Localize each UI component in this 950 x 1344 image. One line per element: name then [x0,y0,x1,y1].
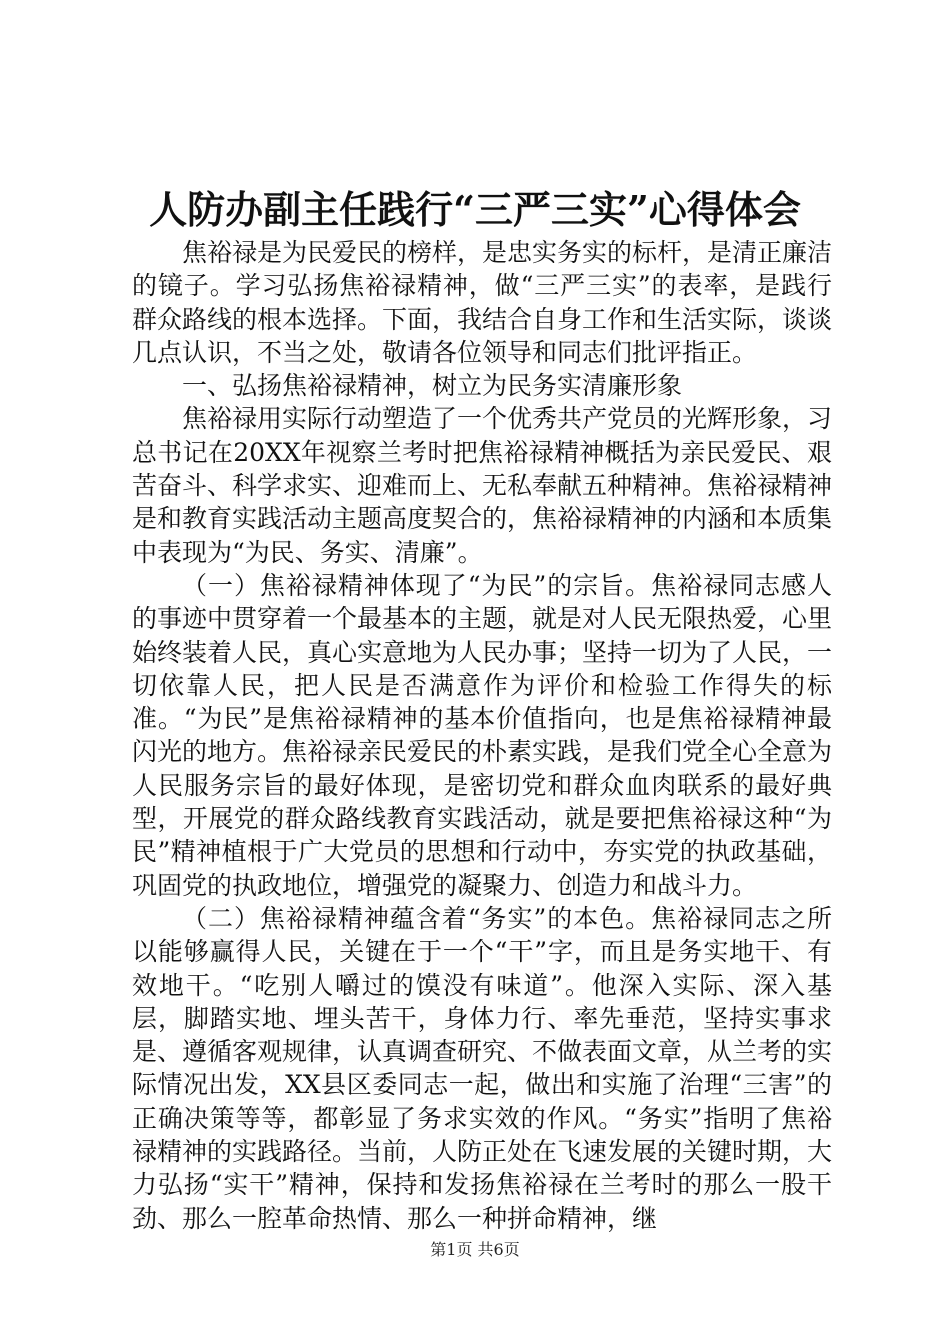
document-body [132,236,832,1235]
page-footer: 第1页 共6页 [430,1240,520,1259]
section-heading-1: 一、弘扬焦裕禄精神，树立为民务实清廉形象 [182,371,683,401]
document-title: 人防办副主任践行“三严三实”心得体会 [149,187,801,232]
paragraph-section-1-intro: 焦裕禄用实际行动塑造了一个优秀共产党员的光辉形象，习总书记在20XX年视察兰考时把焦裕禄精神概括为亲民爱民、艰苦奋斗、科学求实、迎难而上、无私奉献五种精神。焦裕禄精神是和教育实践活动主题高度契合的，焦裕禄精神的内涵和本质集中表现为“为民、务实、清廉”。 [132,404,833,567]
paragraph-intro: 焦裕禄是为民爱民的榜样，是忠实务实的标杆，是清正廉洁的镜子。学习弘扬焦裕禄精神，做“三严三实”的表率，是践行群众路线的根本选择。下面，我结合自身工作和生活实际，谈谈几点认识，不当之处，敬请各位领导和同志们批评指正。 [132,238,833,367]
paragraph-subsection-2: （二）焦裕禄精神蕴含着“务实”的本色。焦裕禄同志之所以能够赢得人民，关键在于一个“干”字，而且是务实地干、有效地干。“吃别人嚼过的馍没有味道”。他深入实际、深入基层，脚踏实地、埋头苦干，身体力行、率先垂范，坚持实事求是、遵循客观规律，认真调查研究、不做表面文章，从兰考的实际情况出发，XX县区委同志一起，做出和实施了治理“三害”的正确决策等等，都彰显了务求实效的作风。“务实”指明了焦裕禄精神的实践路径。当前，人防正处在飞速发展的关键时期，大力弘扬“实干”精神，保持和发扬焦裕禄在兰考时的那么一股干劲、那么一腔革命热情、那么一种拼命精神，继 [132,903,833,1233]
paragraph-subsection-1: （一）焦裕禄精神体现了“为民”的宗旨。焦裕禄同志感人的事迹中贯穿着一个最基本的主题，就是对人民无限热爱，心里始终装着人民，真心实意地为人民办事；坚持一切为了人民，一切依靠人民，把人民是否满意作为评价和检验工作得失的标准。“为民”是焦裕禄精神的基本价值指向，也是焦裕禄精神最闪光的地方。焦裕禄亲民爱民的朴素实践，是我们党全心全意为人民服务宗旨的最好体现，是密切党和群众血肉联系的最好典型，开展党的群众路线教育实践活动，就是要把焦裕禄这种“为民”精神植根于广大党员的思想和行动中，夯实党的执政基础，巩固党的执政地位，增强党的凝聚力、创造力和战斗力。 [132,570,833,900]
